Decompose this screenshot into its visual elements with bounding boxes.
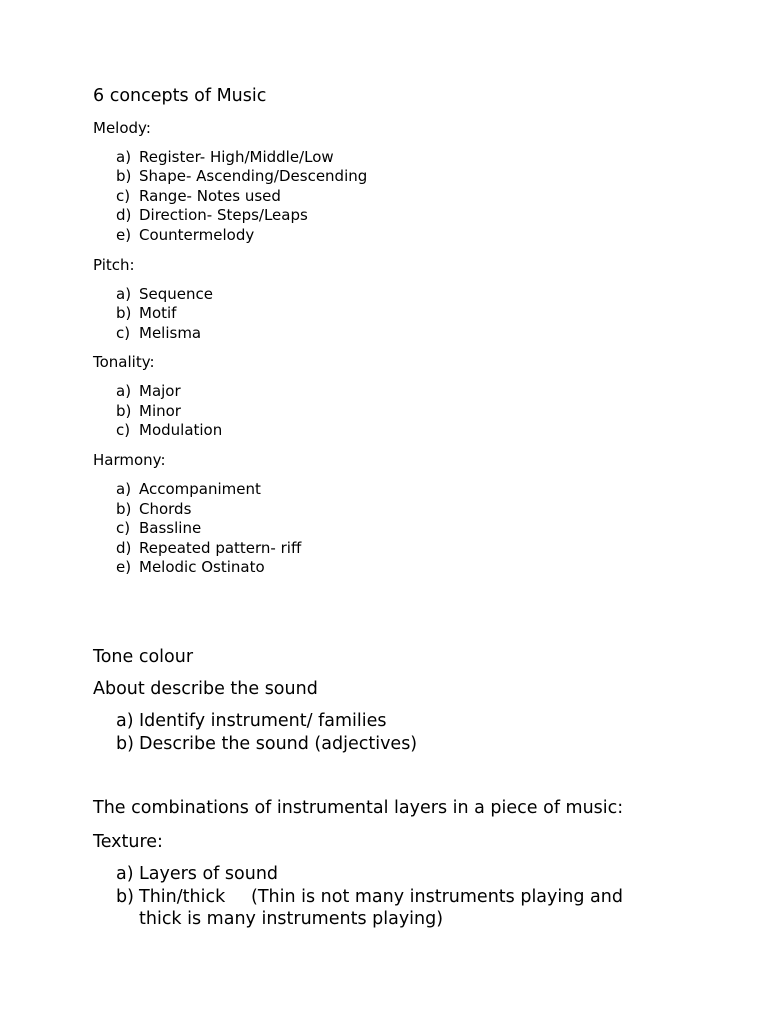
list-item (116, 539, 516, 559)
list-item (116, 304, 516, 324)
list-marker: b) (116, 887, 134, 907)
list-marker: a) (116, 382, 132, 400)
list-marker: e) (116, 226, 132, 244)
list-item (116, 382, 516, 402)
list-item-text: Sequence (139, 285, 213, 303)
list-item-text: Melisma (139, 324, 202, 342)
list-item-text: Bassline (139, 519, 202, 537)
list-marker: b) (116, 304, 132, 322)
list-item (116, 480, 516, 500)
list-item-text: Range- Notes used (139, 187, 281, 205)
list-marker: c) (116, 187, 131, 205)
section-heading-tone-colour: Tone colour (93, 647, 194, 667)
list-item-text: Register- High/Middle/Low (139, 148, 334, 166)
list-marker: a) (116, 480, 132, 498)
list-marker: b) (116, 167, 132, 185)
list-marker: e) (116, 558, 132, 576)
list-item-text: Minor (139, 402, 181, 420)
list-marker: b) (116, 734, 134, 754)
list-item-text: Modulation (139, 421, 223, 439)
list-item-text: Thin/thick (139, 887, 226, 907)
list-marker: c) (116, 421, 131, 439)
list-marker: a) (116, 711, 134, 731)
list-item (116, 324, 516, 344)
texture-intro: The combinations of instrumental layers in a piece of music: (93, 798, 624, 818)
list-marker: b) (116, 500, 132, 518)
list-marker: a) (116, 148, 132, 166)
section-heading-harmony: Harmony: (93, 451, 166, 469)
list-item-text: Melodic Ostinato (139, 558, 265, 576)
list-item (116, 558, 516, 578)
section-heading-tonality: Tonality: (93, 353, 155, 371)
list-item-text: Major (139, 382, 181, 400)
list-item (116, 206, 516, 226)
list-item (116, 887, 676, 935)
list-marker: a) (116, 285, 132, 303)
list-marker: b) (116, 402, 132, 420)
list-item-text: Countermelody (139, 226, 255, 244)
list-marker: c) (116, 519, 131, 537)
list-item-text: Shape- Ascending/Descending (139, 167, 368, 185)
list-item (116, 711, 676, 735)
section-heading-pitch: Pitch: (93, 256, 135, 274)
list-item-text: Repeated pattern- riff (139, 539, 302, 557)
list-item (116, 500, 516, 520)
list-item-text: Motif (139, 304, 177, 322)
list-item-text: Direction- Steps/Leaps (139, 206, 308, 224)
list-marker: a) (116, 864, 134, 884)
list-item-text: Identify instrument/ families (139, 711, 387, 731)
list-item (116, 226, 516, 246)
list-item-text: Chords (139, 500, 192, 518)
list-item (116, 148, 516, 168)
list-item-note-continued: thick is many instruments playing) (139, 909, 444, 929)
section-heading-melody: Melody: (93, 119, 151, 137)
list-item (116, 734, 676, 758)
list-item-note: (Thin is not many instruments playing and (251, 887, 623, 907)
list-marker: c) (116, 324, 131, 342)
list-item (116, 187, 516, 207)
section-heading-texture: Texture: (93, 832, 163, 852)
list-item-text: Accompaniment (139, 480, 261, 498)
list-marker: d) (116, 539, 132, 557)
list-marker: d) (116, 206, 132, 224)
list-item-text: Describe the sound (adjectives) (139, 734, 418, 754)
list-item (116, 285, 516, 305)
list-item (116, 519, 516, 539)
list-item (116, 402, 516, 422)
section-subheading-tone-colour: About describe the sound (93, 679, 318, 699)
page-title: 6 concepts of Music (93, 86, 267, 106)
list-item (116, 167, 516, 187)
list-item-text: Layers of sound (139, 864, 279, 884)
list-item (116, 864, 676, 888)
list-item (116, 421, 516, 441)
